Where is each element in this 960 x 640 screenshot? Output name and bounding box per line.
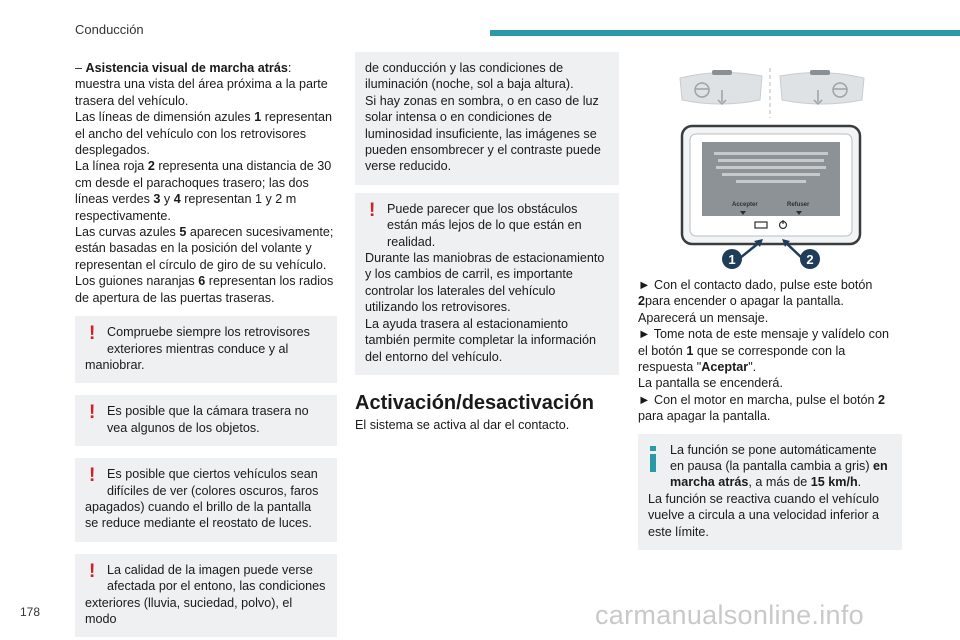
paragraph-activation: El sistema se activa al dar el contacto.: [355, 418, 570, 433]
warning-box-obstacles: ! Puede parecer que los obstáculos están más lejos de lo que están en realidad. Durante las maniobras de estacionamiento y los cambios de carril, es importante controlar los laterales del vehículo utilizando los retrovisores. La ayuda trasera al estacionamiento también permite completar la información del entorno del vehículo.: [355, 193, 619, 375]
column-right: [638, 277, 902, 550]
dashboard-display-drawing: [672, 62, 877, 272]
watermark: carmanualsonline.info: [595, 600, 864, 630]
section-heading-activation: Activación/desactivación: [355, 391, 594, 414]
column-middle: [355, 52, 619, 434]
header-accent-bar: [490, 30, 960, 36]
warning-box-mirrors: ! Compruebe siempre los retrovisores exteriores mientras conduce y al maniobrar.: [75, 316, 337, 383]
warning-box-image-quality: ! La calidad de la imagen puede verse afectada por el entono, las condiciones exteriores (lluvia, suciedad, polvo), el modo: [75, 554, 337, 638]
step-accept-message: ► Tome nota de este mensaje y valídelo con el botón 1 que se corresponde con la respuesta "Aceptar".: [638, 327, 889, 375]
warning-icon: !: [89, 402, 96, 424]
paragraph-orange-dashes: Los guiones naranjas 6 representan los radios de apertura de las puertas traseras.: [75, 274, 334, 305]
paragraph-red-green-lines: La línea roja 2 representa una distancia de 30 cm desde el parachoques trasero; las dos líneas verdes 3 y 4 representan 1 y 2 m respectivamente.: [75, 159, 332, 223]
step-turn-on-display: ► Con el contacto dado, pulse este botón 2para encender o apagar la pantalla.: [638, 278, 873, 309]
column-left: [75, 60, 337, 637]
term-rear-view-assist: Asistencia visual de marcha atrás: [85, 61, 288, 75]
info-icon: [650, 446, 656, 472]
callout-2-label: 2: [806, 252, 814, 267]
warning-icon: !: [89, 465, 96, 487]
accept-label: Accepter: [732, 202, 758, 208]
refuse-label: Refuser: [787, 202, 810, 208]
paragraph-blue-lines: Las líneas de dimensión azules 1 representan el ancho del vehículo con los retrovisores desplegados.: [75, 110, 332, 158]
interior-mirror-right-icon: [780, 70, 864, 104]
step-turn-off-display: ► Con el motor en marcha, pulse el botón 2 para apagar la pantalla.: [638, 392, 885, 424]
info-box-pause: La función se pone automáticamente en pausa (la pantalla cambia a gris) en marcha atrás, a más de 15 km/h. La función se reactiva cuando el vehículo vuelve a circula a una velocidad inferior a este límite.: [638, 434, 902, 550]
warning-icon: !: [369, 199, 376, 221]
warning-box-visibility: ! Es posible que ciertos vehículos sean difíciles de ver (colores oscuros, faros apagados) cuando el brillo de la pantalla se reduce mediante el reostato de luces.: [75, 458, 337, 542]
callout-1-label: 1: [728, 252, 736, 267]
paragraph-rear-view-assist: – Asistencia visual de marcha atrás: muestra una vista del área próxima a la parte trasera del vehículo.: [75, 61, 328, 108]
interior-mirror-left-icon: [680, 70, 762, 104]
warning-icon: !: [89, 560, 96, 582]
header-section-title: Conducción: [75, 22, 144, 37]
paragraph-blue-curves: Las curvas azules 5 aparecen sucesivamente; están basadas en la posición del volante y representan el círculo de giro de su vehículo.: [75, 225, 334, 272]
display-illustration: [672, 62, 877, 272]
continued-warning-box: de conducción y las condiciones de iluminación (noche, sol a baja altura). Si hay zonas en sombra, o en caso de luz solar intensa o en condiciones de luminosidad insuficiente, las imágenes se pueden ensombrecer y el contraste puede verse reducido.: [355, 52, 619, 185]
paragraph-message-appears: Aparecerá un mensaje.: [638, 310, 769, 325]
warning-box-camera: ! Es posible que la cámara trasera no vea algunos de los objetos.: [75, 395, 337, 446]
page-number: 178: [20, 605, 41, 619]
warning-icon: !: [89, 323, 96, 345]
paragraph-display-on: La pantalla se encenderá.: [638, 376, 783, 391]
